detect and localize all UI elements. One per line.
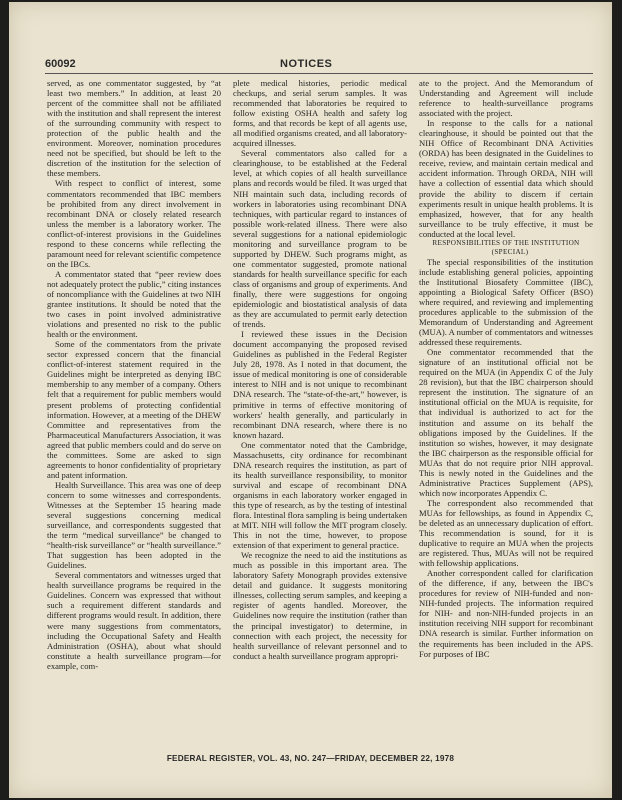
paragraph: Another correspondent called for clarification of the difference, if any, between the IBC's procedures for review of NIH-funded and non-NIH-funded projects. The information required for NIH- and non-NIH-funded projects in an institution receiving NIH support for recombinant DNA research is similar. Further information on the requirements has been included in the APS. For purposes of IBC (419, 568, 593, 659)
paragraph: One commentator noted that the Cambridge, Massachusetts, city ordinance for recombinant DNA research requires the institution, as part of its health surveillance responsibility, to monitor survival and escape of recombinant DNA organisms in each laboratory worker engaged in this type of research, as by the testing of intestinal flora. Intestinal flora sampling is being undertaken at MIT. NIH will follow the MIT program closely. This in not the time, however, to propose extension of that experiment to general practice. (233, 439, 407, 551)
paragraph: Health Surveillance. This area was one of deep concern to some witnesses and correspondents. Witnesses at the September 15 hearing made several suggestions concerning medical surveillance, and correspondents suggested that the term “medical surveillance” be changed to “health-risk surveillance” or “health surveillance.” That suggestion has been adopted in the Guidelines. (47, 479, 221, 571)
header-rule (45, 73, 593, 74)
text-column-2 (233, 78, 407, 661)
section-subheading-note: (SPECIAL) (491, 247, 529, 256)
paragraph: We recognize the need to aid the institutions as much as possible in this important area. The laboratory Safety Monograph provides extensive detail and guidance. It suggests monitoring illnesses, collecting serum samples, and keeping a register of agents handled. Moreover, the Guidelines now require the institution (rather than the principal investigator) to determine, in connection with each project, the necessity for health surveillance of relevant personnel and to conduct a health surveillance program appropri- (233, 550, 407, 661)
section-subheading: RESPONSIBILITIES OF THE INSTITUTION (432, 238, 580, 247)
paragraph: With respect to conflict of interest, some commentators recommended that IBC members be prohibited from any direct involvement in recombinant DNA or closely related research unless the member is a laboratory worker. The conflict-of-interest provisions in the Guidelines respond to these concerns while reflecting the paramount need for relevant scientific competence on the IBCs. (47, 178, 221, 269)
document-page (9, 2, 612, 798)
paragraph: The special responsibilities of the institution include establishing general policies, appointing the Institutional Biosafety Committee (IBC), appointing a Biological Safety Officer (BSO) where required, and reviewing and implementing procedures applicable to the submission of the Memorandum of Understanding and Agreement (MUA). A number of commentators and witnesses addressed these requirements. (419, 256, 593, 348)
page-number: 60092 (45, 58, 76, 70)
text-column-3 (419, 78, 593, 659)
paragraph: served, as one commentator suggested, by “at least two members.” In addition, at least 20 percent of the committee shall not be affiliated with the institution and shall represent the interest of the surrounding community with respect to protection of the public health and the environment. Moreover, nomination procedures need not be specified, but should be left to the discretion of the institution for the selection of these members. (47, 78, 221, 179)
section-title: NOTICES (280, 58, 333, 70)
paragraph: A commentator stated that “peer review does not adequately protect the public,” citing instances of noncompliance with the Guidelines at two NIH grantee institutions. It should be noted that the two cases in point involved administrative violations and presented no risk to the public health or the environment. (47, 268, 221, 340)
paragraph: I reviewed these issues in the Decision document accompanying the proposed revised Guidelines as published in the Federal Register July 28, 1978. As I noted in that document, the issue of medical monitoring is one of considerable interest to NIH and is not unique to recombinant DNA research. The “state-of-the-art,” however, is primitive in terms of effective monitoring of workers' health generally, and particularly in recombinant DNA research, where there is no known hazard. (233, 329, 407, 440)
paragraph: ate to the project. And the Memorandum of Understanding and Agreement will include reference to health-surveillance programs associated with the project. (419, 78, 593, 119)
paragraph: Several commentators also called for a clearinghouse, to be established at the Federal level, at which copies of all health surveillance plans and records would be filed. It was urged that NIH maintain such data, including records of workers in laboratories using recombinant DNA techniques, with particular regard to instances of possible work-related illness. There were also several suggestions for a national epidemiologic monitoring and surveillance program to be supported by DHEW. Such programs might, as one commentator suggested, promote national standards for health surveillance specific for each class of organisms and group of experiments. And finally, there were suggestions for ongoing epidemiologic and biostatistical analysis of data as they are accumulated to permit early detection of trends. (233, 148, 407, 330)
text-column-1 (47, 78, 221, 671)
page-header (45, 56, 593, 74)
page-footer: FEDERAL REGISTER, VOL. 43, NO. 247—FRIDAY, DECEMBER 22, 1978 (166, 754, 455, 763)
paragraph: One commentator recommended that the signature of an institutional official not be required on the MUA (in Appendix C of the July 28 revision), but that the IBC chairperson should represent the institution. The signature of an institutional official on the MUA is requisite, for that individual is authorized to act for the institution and assume on its behalf the obligations imposed by the Guidelines. If the institution so wishes, however, it may designate the IBC chairperson as the responsible official for MUAs that do not require prior NIH approval. This is newly noted in the Guidelines and the Administrative Practices Supplement (APS), which now incorporates Appendix C. (419, 347, 593, 498)
paragraph: plete medical histories, periodic medical checkups, and serial serum samples. It was recommended that laboratories be required to follow existing OSHA health and safety log forms, and that records be kept of all agents use, all modified organisms created, and all laboratory-acquired illnesses. (233, 78, 407, 149)
paragraph: The correspondent also recommended that MUAs for fellowships, as found in Appendix C, be deleted as an unnecessary duplication of effort. This recommendation is sound, for it is duplicative to require an MUA when the projects are registered. Thus, MUAs will not be required with fellowship applications. (419, 497, 593, 569)
paragraph: In response to the calls for a national clearinghouse, it should be pointed out that the NIH Office of Recombinant DNA Activities (ORDA) has been designated in the Guidelines to receive, review, and maintain certain medical and accident information. Through ORDA, NIH will have a collection of essential data which should provide the ability to discern if certain experiments result in unique health problems. It is emphasized, however, that for any health surveillance to be truly effective, it must be conducted at the local level. (419, 118, 593, 239)
paragraph: Several commentators and witnesses urged that health surveillance programs be required in the Guidelines. Concern was expressed that without such a requirement different standards and different programs would result. In addition, there were many suggestions from commentators, including the Occupational Safety and Health Administration (OSHA), about what should constitute a health surveillance program—for example, com- (47, 570, 221, 671)
paragraph: Some of the commentators from the private sector expressed concern that the financial conflict-of-interest statement required in the Guidelines might be interpreted as denying IBC membership to any member of a company. Others felt that a requirement for public members would present problems of protecting confidential information. However, at a meeting of the DHEW Committee and representatives from the Pharmaceutical Manufacturers Association, it was agreed that public members could and do serve on the committees. Some are asked to sign agreements to honor confidentiality of proprietary and patent information. (47, 339, 221, 480)
